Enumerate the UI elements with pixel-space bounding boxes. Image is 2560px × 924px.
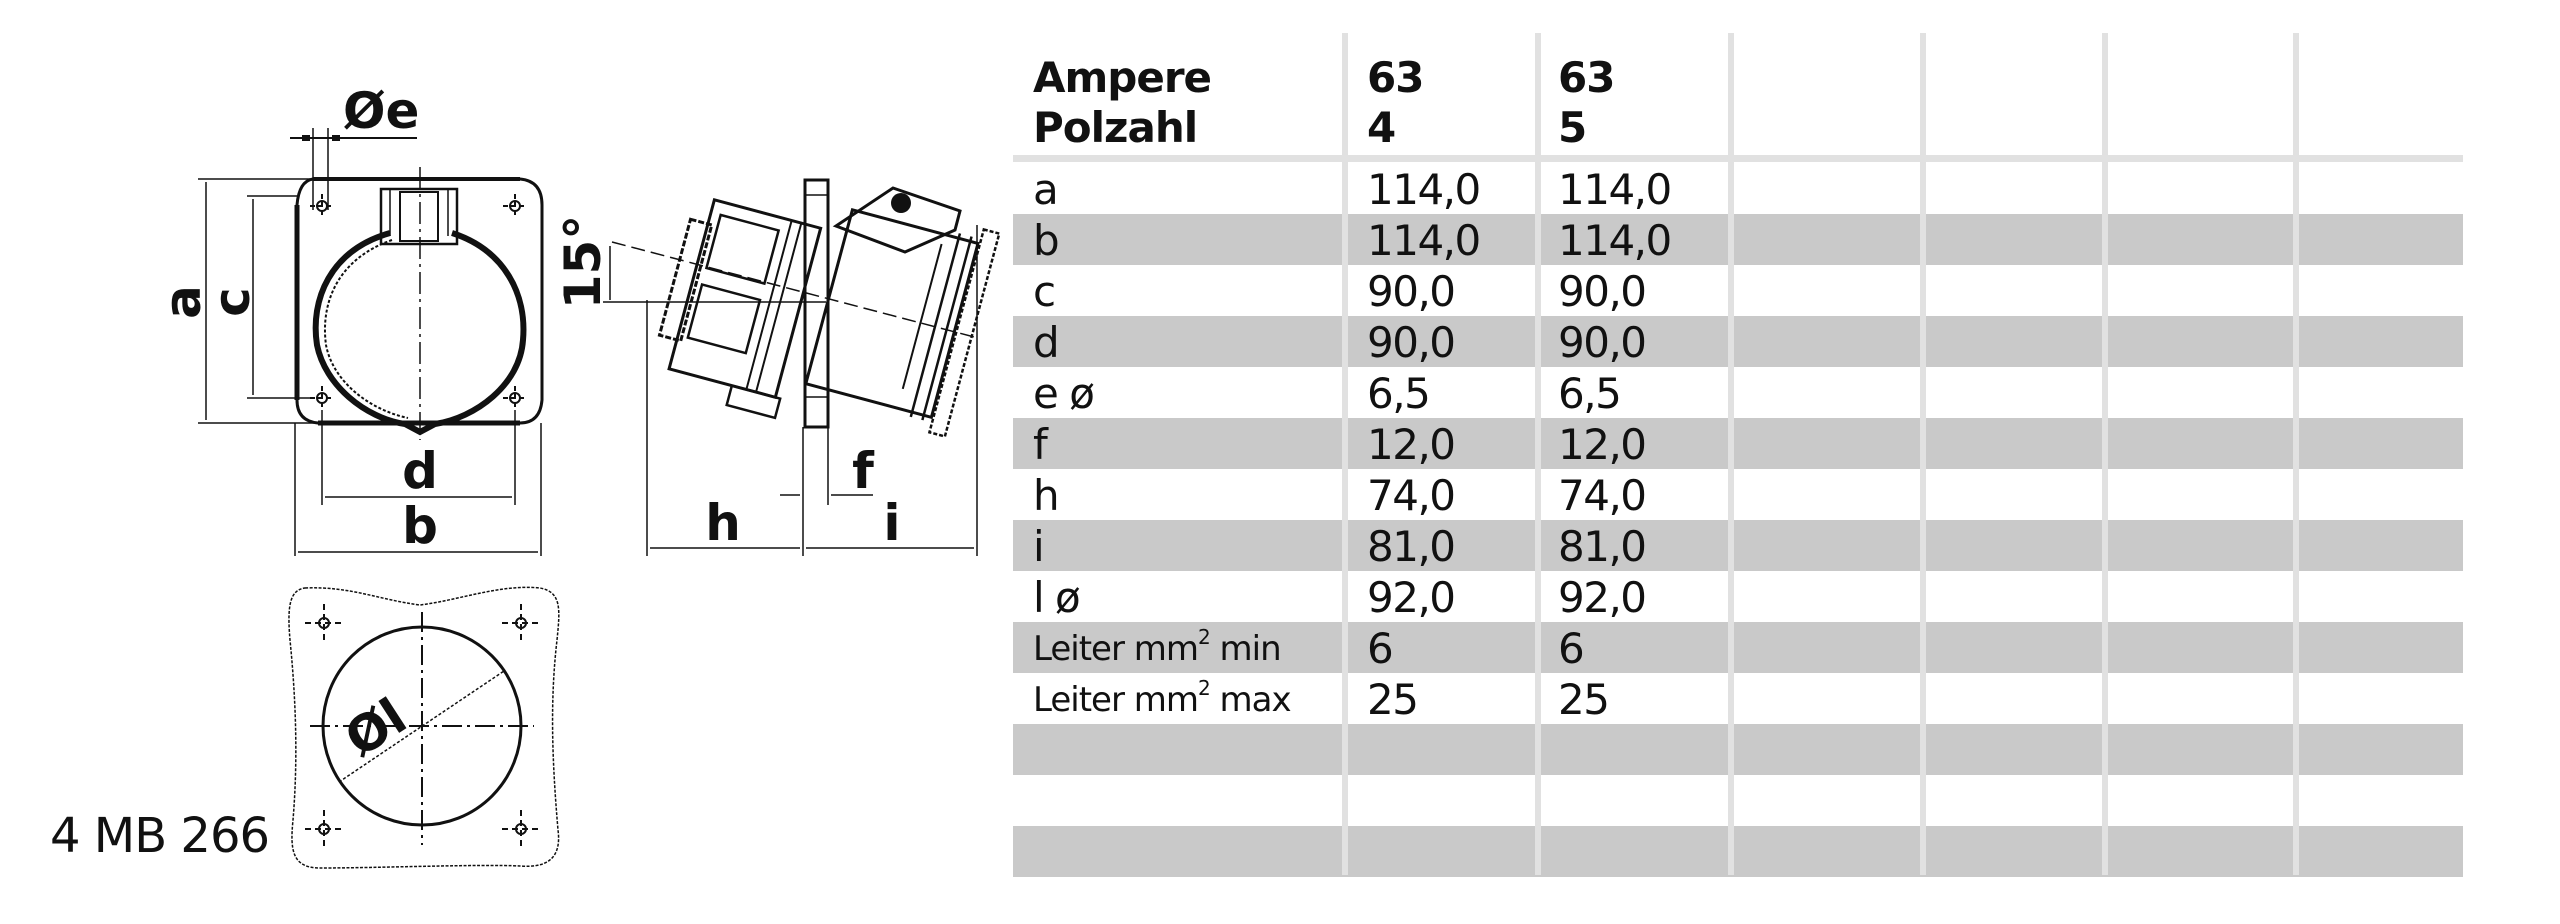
table-row-empty — [1013, 724, 2463, 775]
header-label-ampere: Ampere — [1033, 53, 1212, 102]
header-polzahl-value: 5 — [1558, 103, 1587, 152]
row-label: f — [1033, 420, 1047, 469]
cutout-view — [289, 587, 559, 868]
value-cell: 6,5 — [1367, 369, 1430, 418]
header-ampere-value: 63 — [1367, 53, 1424, 102]
header-column-2 — [1558, 33, 1614, 155]
table-row-i — [1013, 520, 2463, 571]
value-cell: 81,0 — [1367, 522, 1455, 571]
technical-drawing — [0, 0, 1000, 924]
value-cell: 6,5 — [1558, 369, 1621, 418]
dim-label-d: d — [402, 442, 438, 500]
table-row-d — [1013, 316, 2463, 367]
value-cell: 114,0 — [1367, 216, 1480, 265]
dim-label-c: c — [203, 287, 261, 317]
value-cell: 81,0 — [1558, 522, 1646, 571]
value-cell: 90,0 — [1367, 318, 1455, 367]
row-label: e ø — [1033, 369, 1094, 418]
value-cell: 6 — [1558, 624, 1584, 673]
dim-label-f: f — [852, 442, 874, 500]
dim-label-h: h — [705, 494, 741, 552]
header-ampere-value: 63 — [1558, 53, 1615, 102]
table-row-leiter-max — [1013, 673, 2463, 724]
header-column-1 — [1367, 33, 1423, 155]
value-cell: 12,0 — [1558, 420, 1646, 469]
row-label: h — [1033, 471, 1059, 520]
dim-label-l: Øl — [334, 687, 417, 769]
table-row-leiter-min — [1013, 622, 2463, 673]
table-row-e — [1013, 367, 2463, 418]
value-cell: 90,0 — [1558, 318, 1646, 367]
side-view — [603, 180, 999, 556]
value-cell: 12,0 — [1367, 420, 1455, 469]
table-row-b — [1013, 214, 2463, 265]
value-cell: 6 — [1367, 624, 1393, 673]
value-cell: 74,0 — [1367, 471, 1455, 520]
dimension-table — [1013, 33, 2463, 879]
column-divider — [1920, 33, 1926, 875]
value-cell: 114,0 — [1558, 165, 1671, 214]
column-divider — [2102, 33, 2108, 875]
row-label: c — [1033, 267, 1055, 316]
dim-label-e: Øe — [343, 82, 420, 140]
value-cell: 92,0 — [1558, 573, 1646, 622]
value-cell: 25 — [1558, 675, 1609, 724]
model-number: 4 MB 266 — [50, 808, 270, 864]
row-label: Leiter $mm^2$ min — [1033, 625, 1281, 669]
value-cell: 25 — [1367, 675, 1418, 724]
column-divider — [2293, 33, 2299, 875]
row-label: Leiter $mm^2$ max — [1033, 676, 1291, 720]
dim-label-i: i — [883, 494, 901, 552]
value-cell: 90,0 — [1367, 267, 1455, 316]
header-label-polzahl: Polzahl — [1033, 103, 1198, 152]
value-cell: 114,0 — [1367, 165, 1480, 214]
row-label: a — [1033, 165, 1058, 214]
header-row-labels — [1033, 33, 1211, 155]
table-row-f — [1013, 418, 2463, 469]
row-label: b — [1033, 216, 1059, 265]
dim-label-a: a — [154, 285, 212, 319]
row-label: l ø — [1033, 573, 1080, 622]
header-divider — [1013, 155, 2463, 162]
table-row-c — [1013, 265, 2463, 316]
value-cell: 90,0 — [1558, 267, 1646, 316]
table-row-empty — [1013, 775, 2463, 826]
value-cell: 92,0 — [1367, 573, 1455, 622]
table-row-empty — [1013, 826, 2463, 877]
value-cell: 74,0 — [1558, 471, 1646, 520]
front-view — [198, 128, 542, 556]
row-label: d — [1033, 318, 1059, 367]
column-divider — [1728, 33, 1734, 875]
table-row-h — [1013, 469, 2463, 520]
header-polzahl-value: 4 — [1367, 103, 1396, 152]
dim-label-b: b — [402, 497, 438, 555]
value-cell: 114,0 — [1558, 216, 1671, 265]
row-label: i — [1033, 522, 1044, 571]
dim-label-angle: 15° — [554, 214, 612, 310]
table-row-l — [1013, 571, 2463, 622]
table-row-a — [1013, 163, 2463, 214]
column-divider — [1342, 33, 1348, 875]
column-divider — [1535, 33, 1541, 875]
